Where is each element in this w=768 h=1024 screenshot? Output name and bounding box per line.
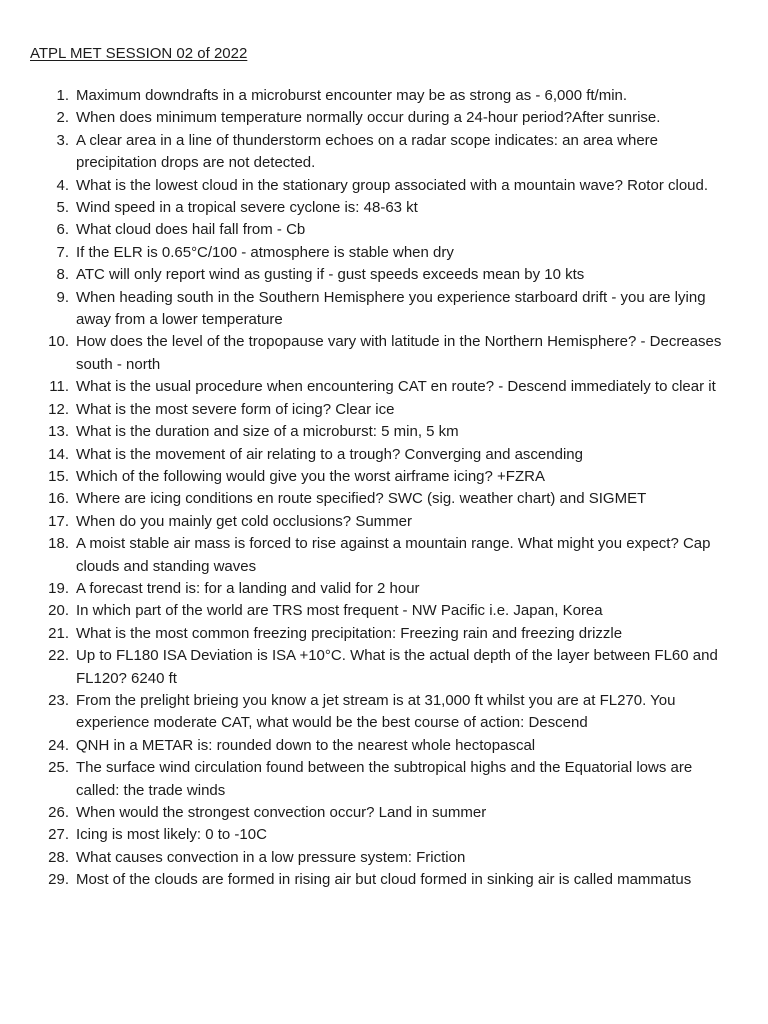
item-number: 14.: [48, 445, 69, 463]
list-item: [30, 85, 738, 107]
list-item: [30, 197, 738, 219]
item-number: 10.: [48, 333, 69, 351]
list-item: [30, 287, 738, 332]
item-number: 2.: [56, 109, 69, 127]
list-item: [30, 578, 738, 600]
item-number: 11.: [49, 378, 69, 396]
list-item: [30, 242, 738, 264]
list-item: [30, 735, 738, 757]
item-text: When do you mainly get cold occlusions? Summer: [76, 512, 412, 530]
item-text: Maximum downdrafts in a microburst encounter may be as strong as - 6,000 ft/min.: [76, 87, 628, 104]
item-text: What is the duration and size of a microburst: 5 min, 5 km: [76, 423, 459, 441]
list-item: [30, 444, 738, 466]
item-text: Most of the clouds are formed in rising air but cloud formed in sinking air is called mammatus: [76, 871, 692, 889]
item-number: 1.: [56, 87, 69, 104]
item-number: 15.: [48, 467, 69, 485]
question-list: [30, 85, 738, 892]
item-number: 13.: [48, 423, 69, 441]
item-text: A clear area in a line of thunderstorm echoes on a radar scope indicates: an area where precipitation drops are not detected.: [76, 131, 659, 172]
list-item: [30, 600, 738, 622]
item-text: When does minimum temperature normally occur during a 24-hour period?After sunrise.: [76, 109, 661, 127]
list-item: [30, 690, 738, 735]
list-item: [30, 466, 738, 488]
item-number: 4.: [56, 176, 69, 194]
document-title: ATPL MET SESSION 02 of 2022: [30, 45, 248, 62]
item-text: What is the usual procedure when encountering CAT en route? - Descend immediately to clear it: [76, 378, 716, 396]
item-text: When would the strongest convection occur? Land in summer: [76, 804, 487, 821]
item-text: What is the most common freezing precipitation: Freezing rain and freezing drizzle: [76, 624, 623, 642]
item-text: Icing is most likely: 0 to -10C: [76, 826, 267, 844]
list-item: [30, 869, 738, 891]
list-item: [30, 533, 738, 578]
list-item: [30, 331, 738, 376]
item-text: What is the lowest cloud in the stationary group associated with a mountain wave? Rotor cloud.: [76, 176, 709, 194]
item-number: 28.: [48, 848, 69, 866]
item-text: How does the level of the tropopause vary with latitude in the Northern Hemisphere? - Decreases south - north: [76, 333, 722, 373]
item-text: Which of the following would give you the worst airframe icing? +FZRA: [76, 467, 545, 485]
item-number: 20.: [48, 602, 69, 620]
item-text: From the prelight brieing you know a jet stream is at 31,000 ft whilst you are at FL270. You experience moderate CAT, what would be the best course of action: Descend: [76, 691, 676, 732]
list-item: [30, 757, 738, 802]
list-item: [30, 824, 738, 846]
item-number: 18.: [48, 535, 69, 553]
item-number: 22.: [48, 647, 69, 665]
item-text: What is the movement of air relating to a trough? Converging and ascending: [76, 445, 583, 463]
list-item: [30, 645, 738, 690]
list-item: [30, 511, 738, 533]
item-text: QNH in a METAR is: rounded down to the nearest whole hectopascal: [76, 736, 536, 754]
item-text: When heading south in the Southern Hemisphere you experience starboard drift - you are lying away from a lower temperature: [76, 288, 706, 329]
list-item: [30, 421, 738, 443]
item-text: Up to FL180 ISA Deviation is ISA +10°C. What is the actual depth of the layer between FL60 and FL120? 6240 ft: [76, 647, 718, 687]
item-number: 25.: [48, 759, 69, 777]
item-number: 24.: [48, 736, 69, 754]
item-text: What is the most severe form of icing? Clear ice: [76, 400, 395, 418]
item-text: Wind speed in a tropical severe cyclone is: 48-63 kt: [76, 199, 418, 217]
item-number: 9.: [56, 288, 69, 306]
item-number: 19.: [48, 579, 69, 597]
list-item: [30, 488, 738, 510]
item-text: What cloud does hail fall from - Cb: [76, 221, 306, 239]
item-number: 23.: [48, 691, 69, 709]
list-item: [30, 399, 738, 421]
item-number: 3.: [56, 131, 69, 149]
item-number: 26.: [48, 804, 69, 821]
item-number: 27.: [48, 826, 69, 844]
list-item: [30, 264, 738, 286]
list-item: [30, 130, 738, 175]
item-text: What causes convection in a low pressure system: Friction: [76, 848, 466, 866]
item-text: The surface wind circulation found between the subtropical highs and the Equatorial lows are called: the trade winds: [76, 759, 693, 799]
item-text: A moist stable air mass is forced to rise against a mountain range. What might you expect? Cap clouds and standing waves: [76, 535, 711, 575]
item-text: If the ELR is 0.65°C/100 - atmosphere is stable when dry: [76, 243, 454, 261]
item-text: A forecast trend is: for a landing and valid for 2 hour: [76, 579, 420, 597]
item-text: ATC will only report wind as gusting if - gust speeds exceeds mean by 10 kts: [76, 266, 585, 284]
item-text: Where are icing conditions en route specified? SWC (sig. weather chart) and SIGMET: [76, 490, 647, 508]
item-number: 12.: [48, 400, 69, 418]
item-number: 8.: [56, 266, 69, 284]
list-item: [30, 623, 738, 645]
item-number: 17.: [48, 512, 69, 530]
item-number: 6.: [56, 221, 69, 239]
list-item: [30, 847, 738, 869]
item-text: In which part of the world are TRS most frequent - NW Pacific i.e. Japan, Korea: [76, 602, 603, 620]
list-item: [30, 175, 738, 197]
item-number: 29.: [48, 871, 69, 889]
item-number: 16.: [48, 490, 69, 508]
list-item: [30, 376, 738, 398]
item-number: 5.: [56, 199, 69, 217]
list-item: [30, 107, 738, 129]
list-item: [30, 802, 738, 824]
list-item: [30, 219, 738, 241]
item-number: 7.: [56, 243, 69, 261]
item-number: 21.: [48, 624, 69, 642]
